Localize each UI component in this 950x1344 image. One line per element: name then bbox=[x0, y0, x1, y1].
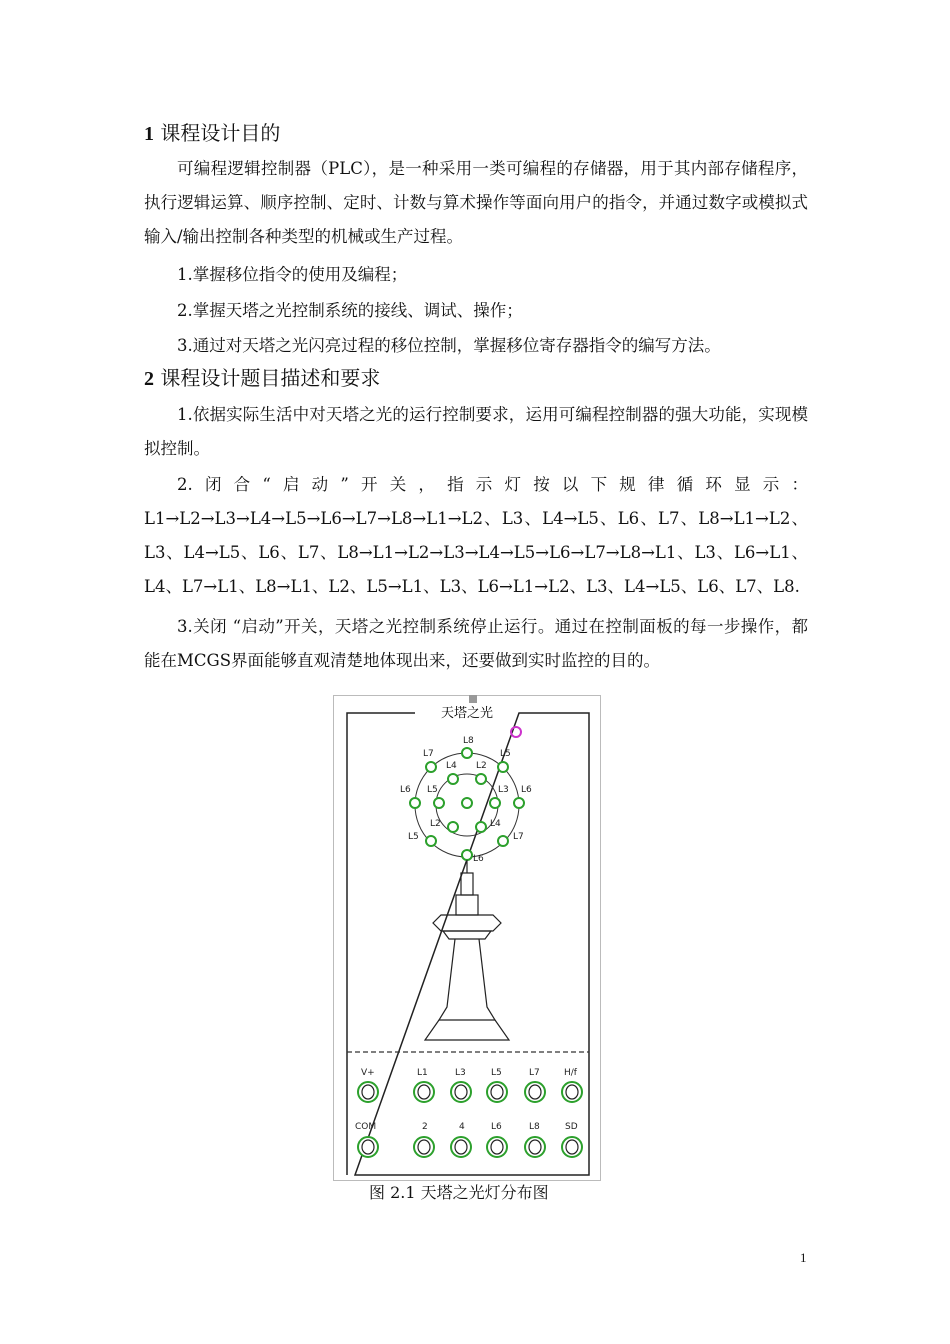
tower-drawing bbox=[425, 860, 509, 1040]
section2-item-2: 2.闭合“启动”开关，指示灯按以下规律循环显示：L1→L2→L3→L4→L5→L6→L7→L8→L1→L2、L3、L4→L5、L6、L7、L8→L1→L2、L3、L4→L5、L6、L7、L8→L1→L2→L3→L4→L5→L6→L7→L8→L1、L3、L6→L1、L4、L7→L1、L8→L1、L2、L5→L1、L3、L6→L1→L2、L3、L4→L5、L6、L7、L8. bbox=[144, 475, 808, 596]
section1-number: 1 bbox=[144, 123, 154, 145]
tower-light-panel bbox=[333, 695, 601, 1181]
terminal-label: H/f bbox=[564, 1068, 577, 1078]
ring-label: L5 bbox=[408, 832, 419, 842]
tower-light-figure bbox=[333, 695, 601, 1181]
ring-label: L4 bbox=[490, 819, 501, 829]
section1-heading bbox=[144, 117, 280, 146]
section2-heading bbox=[144, 362, 380, 391]
terminal-label: L3 bbox=[455, 1068, 466, 1078]
section1-intro: 可编程逻辑控制器（PLC），是一种采用一类可编程的存储器，用于其内部存储程序，执行逻辑运算、顺序控制、定时、计数与算术操作等面向用户的指令，并通过数字或模拟式输入/输出控制各种类型的机械或生产过程。 bbox=[144, 159, 808, 246]
page-number: 1 bbox=[800, 1250, 807, 1265]
terminal-label: V+ bbox=[361, 1068, 375, 1078]
terminal-label: L1 bbox=[417, 1068, 428, 1078]
ring-label: L7 bbox=[513, 832, 524, 842]
section1-item-3: 3.通过对天塔之光闪亮过程的移位控制，掌握移位寄存器指令的编写方法。 bbox=[177, 336, 721, 355]
terminal-label: L8 bbox=[529, 1122, 540, 1132]
terminal-label: 4 bbox=[459, 1122, 465, 1132]
terminal-label: L7 bbox=[529, 1068, 540, 1078]
terminal-label: COM bbox=[355, 1122, 377, 1132]
section1-item-1: 1.掌握移位指令的使用及编程； bbox=[177, 265, 408, 284]
ring-lamps bbox=[410, 748, 524, 860]
terminal-lamps bbox=[358, 1082, 582, 1157]
section1-item-2: 2.掌握天塔之光控制系统的接线、调试、操作； bbox=[177, 301, 523, 320]
terminal-label: L5 bbox=[491, 1068, 502, 1078]
ring-label: L5 bbox=[500, 749, 511, 759]
section1-title: 课程设计目的 bbox=[160, 121, 281, 145]
ring-label: L4 bbox=[446, 761, 457, 771]
ring-label: L2 bbox=[476, 761, 487, 771]
terminal-label: SD bbox=[565, 1122, 578, 1132]
section2-number: 2 bbox=[144, 368, 154, 390]
ring-label: L8 bbox=[463, 736, 474, 746]
section2-item-1: 1.依据实际生活中对天塔之光的运行控制要求，运用可编程控制器的强大功能，实现模拟控制。 bbox=[144, 405, 808, 458]
ring-label: L5 bbox=[427, 785, 438, 795]
ring-label: L3 bbox=[498, 785, 509, 795]
ring-label: L6 bbox=[521, 785, 532, 795]
section2-title: 课程设计题目描述和要求 bbox=[160, 366, 381, 390]
section2-item-3: 3.关闭 “启动”开关，天塔之光控制系统停止运行。通过在控制面板的每一步操作，都能在MCGS界面能够直观清楚地体现出来，还要做到实时监控的目的。 bbox=[144, 617, 808, 670]
ring-label: L7 bbox=[423, 749, 434, 759]
figure-caption: 图 2.1 天塔之光灯分布图 bbox=[369, 1183, 549, 1202]
terminal-label: L6 bbox=[491, 1122, 502, 1132]
terminal-label: 2 bbox=[422, 1122, 428, 1132]
ring-label: L6 bbox=[400, 785, 411, 795]
ring-label: L6 bbox=[473, 854, 484, 864]
ring-label: L2 bbox=[430, 819, 441, 829]
panel-title: 天塔之光 bbox=[440, 706, 494, 721]
